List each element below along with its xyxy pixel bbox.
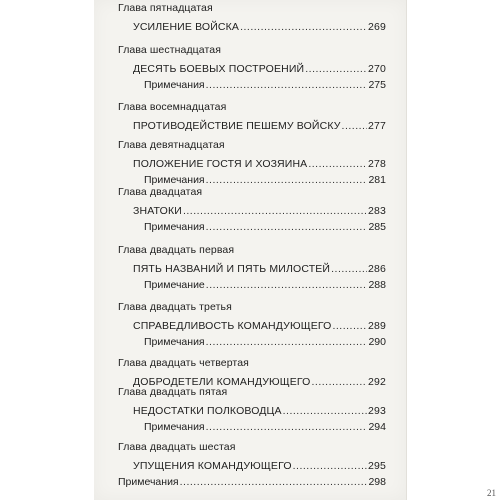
dot-leader	[331, 263, 367, 276]
chapter-heading: Глава двадцать первая	[118, 244, 235, 256]
toc-entry-label: УСИЛЕНИЕ ВОЙСКА	[133, 21, 240, 33]
chapter-heading: Глава двадцатая	[118, 186, 203, 198]
toc-page-number: 278	[368, 158, 386, 170]
toc-entry-label: Примечания	[144, 174, 205, 186]
toc-page-number: 288	[368, 279, 386, 291]
toc-page-number: 294	[368, 421, 386, 433]
toc-entry-label: НЕДОСТАТКИ ПОЛКОВОДЦА	[133, 405, 282, 417]
toc-entry-notes[interactable]	[144, 79, 386, 92]
toc-entry-label: Примечание	[144, 279, 205, 291]
dot-leader	[183, 205, 367, 218]
toc-entry-label: Примечания	[144, 421, 205, 433]
page-corner-mark: 21	[487, 488, 496, 498]
toc-entry-label: ЗНАТОКИ	[133, 205, 182, 217]
dot-leader	[206, 174, 368, 187]
toc-entry-title[interactable]	[133, 320, 386, 333]
toc-page-number: 295	[368, 460, 386, 472]
dot-leader	[206, 221, 368, 234]
toc-entry-label: Примечания	[144, 336, 205, 348]
toc-page-number: 292	[368, 376, 386, 388]
dot-leader	[206, 79, 368, 92]
toc-entry-label: Примечания	[118, 476, 179, 488]
toc-page-number: 269	[368, 21, 386, 33]
chapter-heading: Глава двадцать третья	[118, 301, 232, 313]
dot-leader	[342, 120, 367, 133]
toc-page-number: 283	[368, 205, 386, 217]
toc-entry-title[interactable]	[133, 120, 386, 133]
toc-entry-label: Примечания	[144, 79, 205, 91]
chapter-heading: Глава двадцать пятая	[118, 386, 228, 398]
toc-page-number: 281	[368, 174, 386, 186]
dot-leader	[206, 421, 368, 434]
toc-entry-title[interactable]	[133, 405, 386, 418]
page-edge	[406, 0, 407, 500]
dot-leader	[206, 336, 368, 349]
toc-entry-notes[interactable]	[118, 476, 386, 489]
toc-page-number: 293	[368, 405, 386, 417]
toc-page-number: 290	[368, 336, 386, 348]
toc-entry-label: ПРОТИВОДЕЙСТВИЕ ПЕШЕМУ ВОЙСКУ	[133, 120, 341, 132]
dot-leader	[332, 320, 367, 333]
chapter-heading: Глава пятнадцатая	[118, 2, 213, 14]
toc-entry-label: ДЕСЯТЬ БОЕВЫХ ПОСТРОЕНИЙ	[133, 63, 305, 75]
toc-entry-label: Примечания	[144, 221, 205, 233]
chapter-heading: Глава шестнадцатая	[118, 44, 222, 56]
toc-page-number: 270	[368, 63, 386, 75]
toc-page-number: 275	[368, 79, 386, 91]
toc-entry-label: СПРАВЕДЛИВОСТЬ КОМАНДУЮЩЕГО	[133, 320, 332, 332]
chapter-heading: Глава двадцать четвертая	[118, 357, 249, 369]
dot-leader	[240, 21, 367, 34]
toc-page-number: 277	[368, 120, 386, 132]
toc-entry-title[interactable]	[133, 21, 386, 34]
toc-entry-notes[interactable]	[144, 221, 386, 234]
toc-entry-title[interactable]	[133, 205, 386, 218]
toc-entry-notes[interactable]	[144, 279, 386, 292]
toc-entry-label: ПЯТЬ НАЗВАНИЙ И ПЯТЬ МИЛОСТЕЙ	[133, 263, 331, 275]
dot-leader	[180, 476, 368, 489]
chapter-heading: Глава двадцать шестая	[118, 441, 236, 453]
chapter-heading: Глава восемнадцатая	[118, 101, 227, 113]
toc-page-number: 289	[368, 320, 386, 332]
dot-leader	[283, 405, 367, 418]
toc-entry-title[interactable]	[133, 460, 386, 473]
toc-page-number: 298	[368, 476, 386, 488]
chapter-heading: Глава девятнадцатая	[118, 139, 225, 151]
dot-leader	[308, 158, 367, 171]
toc-entry-title[interactable]	[133, 263, 386, 276]
toc-page-number: 285	[368, 221, 386, 233]
toc-entry-title[interactable]	[133, 158, 386, 171]
toc-entry-notes[interactable]	[144, 336, 386, 349]
toc-entry-title[interactable]	[133, 63, 386, 76]
toc-entry-notes[interactable]	[144, 421, 386, 434]
toc-entry-label: ПОЛОЖЕНИЕ ГОСТЯ И ХОЗЯИНА	[133, 158, 308, 170]
toc-entry-label: УПУЩЕНИЯ КОМАНДУЮЩЕГО	[133, 460, 292, 472]
dot-leader	[293, 460, 367, 473]
toc-entry-label: ДОБРОДЕТЕЛИ КОМАНДУЮЩЕГО	[133, 376, 311, 388]
dot-leader	[206, 279, 368, 292]
toc-page-number: 286	[368, 263, 386, 275]
dot-leader	[311, 376, 367, 389]
dot-leader	[305, 63, 367, 76]
